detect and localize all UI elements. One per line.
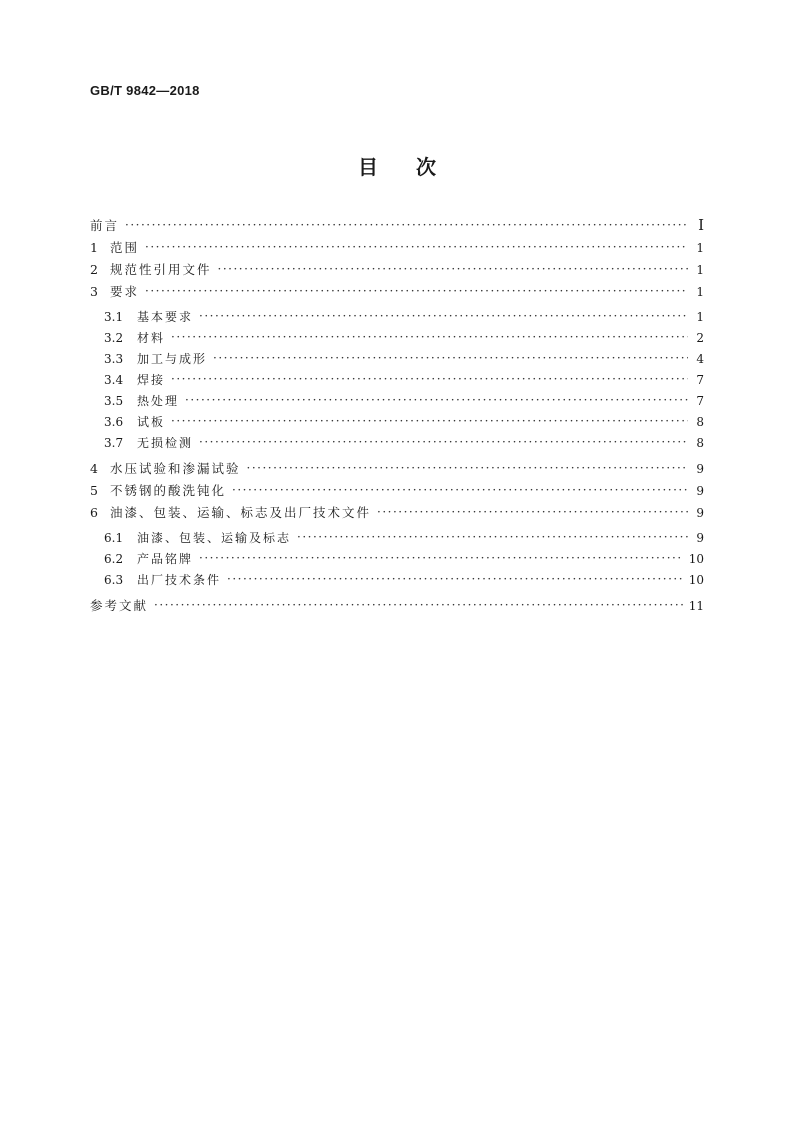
toc-entry[interactable]: [90, 481, 704, 503]
toc-entry[interactable]: [90, 550, 704, 571]
toc-entry-label: 规范性引用文件: [110, 262, 212, 277]
toc-entry-page-number: 1: [696, 263, 704, 277]
toc-entry-number: 2: [90, 262, 98, 277]
toc-entry[interactable]: [90, 260, 704, 282]
toc-entry-number: 6.1: [104, 531, 124, 545]
toc-entry[interactable]: [90, 413, 704, 434]
toc-leader-dots: [145, 239, 688, 252]
toc-entry-page-number: 10: [688, 573, 704, 587]
toc-entry-page-number: 9: [696, 531, 704, 545]
toc-leader-dots: [377, 504, 688, 517]
toc-entry-label: 产品铭牌: [137, 552, 194, 566]
toc-leader-dots: [218, 261, 688, 274]
toc-entry-page-number: 4: [696, 352, 704, 366]
toc-entry[interactable]: [90, 282, 704, 304]
toc-entry-label: 水压试验和渗漏试验: [110, 461, 241, 476]
toc-entry[interactable]: [90, 596, 704, 618]
toc-leader-dots: [171, 330, 688, 342]
toc-entry[interactable]: [90, 350, 704, 371]
toc-leader-dots: [199, 435, 688, 447]
toc-entry-page-number: 7: [696, 394, 704, 408]
toc-entry-page-number: 9: [696, 462, 704, 476]
toc-entry[interactable]: [90, 216, 704, 238]
toc-entry-label: 加工与成形: [137, 352, 208, 366]
toc-entry-number: 3.1: [104, 310, 124, 324]
toc-entry[interactable]: [90, 503, 704, 525]
toc-leader-dots: [171, 414, 688, 426]
toc-entry-number: 3.3: [104, 352, 124, 366]
toc-entry-number: 6.2: [104, 552, 124, 566]
toc-entry[interactable]: [90, 371, 704, 392]
toc-entry[interactable]: [90, 459, 704, 481]
toc-entry-number: 3.7: [104, 436, 124, 450]
toc-leader-dots: [199, 551, 683, 563]
toc-entry-number: 3.6: [104, 415, 124, 429]
toc-entry[interactable]: [90, 571, 704, 592]
toc-entry-page-number: 1: [696, 285, 704, 299]
toc-entry-page-number: 9: [696, 506, 704, 520]
toc-entry-page-number: 10: [688, 552, 704, 566]
toc-entry-page-number: 8: [696, 436, 704, 450]
standard-code: GB/T 9842—2018: [90, 83, 200, 98]
toc-leader-dots: [227, 572, 683, 584]
toc-entry-number: 3.4: [104, 373, 124, 387]
toc-entry-label: 参考文献: [90, 598, 149, 613]
toc-entry-number: 3.5: [104, 394, 124, 408]
toc-leader-dots: [213, 351, 688, 363]
toc-entry-number: 4: [90, 461, 98, 476]
toc-entry[interactable]: [90, 392, 704, 413]
toc-entry[interactable]: [90, 529, 704, 550]
toc-entry[interactable]: [90, 308, 704, 329]
toc-entry-label: 试板: [137, 415, 166, 429]
toc-entry-label: 不锈钢的酸洗钝化: [110, 483, 227, 498]
toc-entry-label: 无损检测: [137, 436, 194, 450]
toc-entry[interactable]: [90, 329, 704, 350]
toc-entry-page-number: 2: [696, 331, 704, 345]
toc-leader-dots: [125, 217, 688, 230]
toc-entry-page-number: Ⅰ: [698, 218, 704, 234]
toc-entry-label: 热处理: [137, 394, 180, 408]
toc-entry-label: 前言: [90, 218, 120, 233]
page-title: 目次: [358, 155, 474, 179]
toc-leader-dots: [247, 460, 688, 473]
toc-entry-label: 焊接: [137, 373, 166, 387]
toc-entry-number: 3.2: [104, 331, 124, 345]
toc-entry-page-number: 8: [696, 415, 704, 429]
toc-entry-number: 5: [90, 483, 98, 498]
toc-entry[interactable]: [90, 238, 704, 260]
toc-leader-dots: [185, 393, 688, 405]
toc-leader-dots: [154, 597, 683, 610]
toc-leader-dots: [199, 309, 688, 321]
toc-entry-label: 要求: [110, 284, 140, 299]
toc-leader-dots: [232, 482, 688, 495]
toc-leader-dots: [297, 530, 688, 542]
toc-entry-number: 6: [90, 505, 98, 520]
toc-leader-dots: [171, 372, 688, 384]
toc-entry-label: 油漆、包装、运输、标志及出厂技术文件: [110, 505, 372, 520]
toc-entry-page-number: 1: [696, 310, 704, 324]
toc-entry-page-number: 1: [696, 241, 704, 255]
toc-entry-label: 出厂技术条件: [137, 573, 222, 587]
toc-entry-page-number: 9: [696, 484, 704, 498]
toc-entry-number: 1: [90, 240, 98, 255]
table-of-contents: [90, 216, 704, 618]
toc-entry-page-number: 11: [688, 599, 704, 613]
toc-entry-number: 3: [90, 284, 98, 299]
toc-entry-page-number: 7: [696, 373, 704, 387]
toc-entry-label: 基本要求: [137, 310, 194, 324]
toc-entry-label: 材料: [137, 331, 166, 345]
toc-entry-label: 范围: [110, 240, 140, 255]
toc-entry[interactable]: [90, 434, 704, 455]
toc-leader-dots: [145, 283, 688, 296]
toc-entry-label: 油漆、包装、运输及标志: [137, 531, 292, 545]
toc-entry-number: 6.3: [104, 573, 124, 587]
